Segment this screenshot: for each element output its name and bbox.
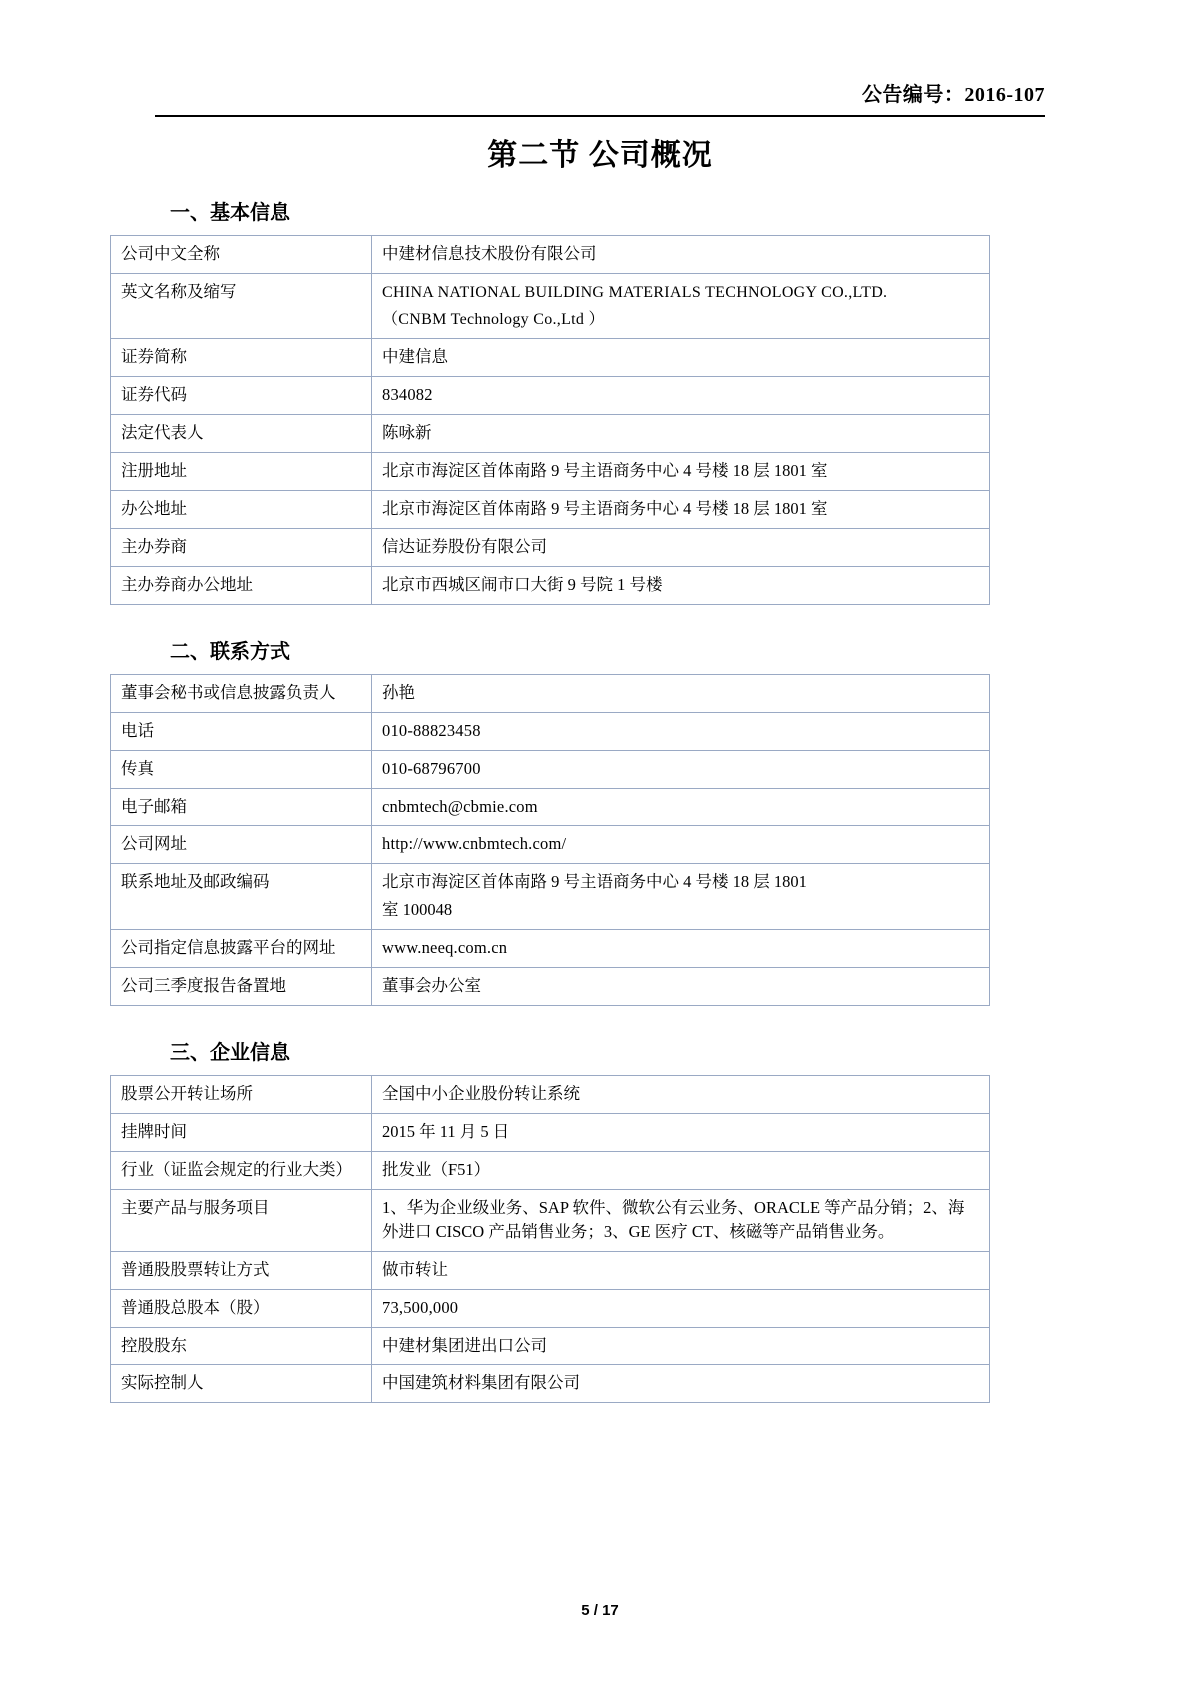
table-row (111, 712, 990, 750)
row-label: 主办券商办公地址 (111, 566, 372, 604)
table-row (111, 490, 990, 528)
row-label: 主办券商 (111, 528, 372, 566)
row-value-line1: CHINA NATIONAL BUILDING MATERIALS TECHNOLOGY CO.,LTD. (382, 283, 888, 301)
row-value: 中建材集团进出口公司 (372, 1327, 990, 1365)
row-value-line2: （CNBM Technology Co.,Ltd ） (382, 311, 605, 329)
row-value: 2015 年 11 月 5 日 (372, 1113, 990, 1151)
row-value-line1: 北京市海淀区首体南路 9 号主语商务中心 4 号楼 18 层 1801 (382, 872, 807, 892)
table-row (111, 1189, 990, 1251)
table-row (111, 864, 990, 930)
table-row (111, 1289, 990, 1327)
row-value: 中国建筑材料集团有限公司 (372, 1365, 990, 1403)
row-value: 1、华为企业级业务、SAP 软件、微软公有云业务、ORACLE 等产品分销；2、海外进口 CISCO 产品销售业务；3、GE 医疗 CT、核磁等产品销售业务。 (372, 1189, 990, 1251)
table-row (111, 236, 990, 274)
row-label: 联系地址及邮政编码 (111, 864, 372, 930)
table-row (111, 1327, 990, 1365)
table-row (111, 1151, 990, 1189)
row-label: 行业（证监会规定的行业大类） (111, 1151, 372, 1189)
table-row (111, 930, 990, 968)
table-row (111, 1365, 990, 1403)
table-row (111, 1251, 990, 1289)
row-value: 做市转让 (372, 1251, 990, 1289)
section-heading-enterprise-info: 三、企业信息 (170, 1042, 290, 1065)
row-label: 公司指定信息披露平台的网址 (111, 930, 372, 968)
table-row (111, 566, 990, 604)
table-row (111, 674, 990, 712)
row-label: 注册地址 (111, 453, 372, 491)
row-value: 北京市西城区闹市口大街 9 号院 1 号楼 (372, 566, 990, 604)
row-value: 73,500,000 (372, 1289, 990, 1327)
table-row (111, 528, 990, 566)
table-row (111, 415, 990, 453)
row-label: 公司三季度报告备置地 (111, 968, 372, 1006)
section-gap (110, 1006, 990, 1036)
table-row (111, 453, 990, 491)
row-label: 英文名称及缩写 (111, 273, 372, 338)
row-label: 公司网址 (111, 826, 372, 864)
row-value (372, 273, 990, 338)
row-label: 控股股东 (111, 1327, 372, 1365)
row-label: 电话 (111, 712, 372, 750)
row-label: 法定代表人 (111, 415, 372, 453)
page-title: 第二节 公司概况 (487, 139, 713, 172)
section-heading-contact: 二、联系方式 (170, 640, 290, 663)
row-value: 010-68796700 (372, 750, 990, 788)
row-label: 证券简称 (111, 339, 372, 377)
document-content (110, 196, 990, 1403)
row-label: 公司中文全称 (111, 236, 372, 274)
announcement-number: 公告编号：2016-107 (861, 84, 1045, 106)
row-value: 010-88823458 (372, 712, 990, 750)
row-value: 北京市海淀区首体南路 9 号主语商务中心 4 号楼 18 层 1801 室 (372, 453, 990, 491)
row-value: 中建信息 (372, 339, 990, 377)
table-row (111, 377, 990, 415)
section-gap (110, 605, 990, 635)
row-label: 董事会秘书或信息披露负责人 (111, 674, 372, 712)
page-footer: 5 / 17 (581, 1602, 619, 1619)
row-label: 挂牌时间 (111, 1113, 372, 1151)
table-contact (110, 674, 990, 1006)
row-value: 陈咏新 (372, 415, 990, 453)
table-row (111, 1076, 990, 1114)
row-label: 传真 (111, 750, 372, 788)
row-value: http://www.cnbmtech.com/ (372, 826, 990, 864)
row-label: 普通股股票转让方式 (111, 1251, 372, 1289)
table-enterprise-info (110, 1075, 990, 1403)
section-heading-basic-info: 一、基本信息 (170, 202, 290, 224)
table-row (111, 826, 990, 864)
row-label: 主要产品与服务项目 (111, 1189, 372, 1251)
row-value-line2: 室 100048 (382, 900, 453, 920)
table-row (111, 788, 990, 826)
row-value: 孙艳 (372, 674, 990, 712)
row-value (372, 864, 990, 930)
table-row (111, 1113, 990, 1151)
row-label: 证券代码 (111, 377, 372, 415)
row-label: 办公地址 (111, 490, 372, 528)
row-label: 股票公开转让场所 (111, 1076, 372, 1114)
row-value: 全国中小企业股份转让系统 (372, 1076, 990, 1114)
row-value: 信达证券股份有限公司 (372, 528, 990, 566)
row-value: 批发业（F51） (372, 1151, 990, 1189)
row-label: 普通股总股本（股） (111, 1289, 372, 1327)
table-row (111, 339, 990, 377)
row-value: 董事会办公室 (372, 968, 990, 1006)
header-divider (155, 115, 1045, 117)
row-value: cnbmtech@cbmie.com (372, 788, 990, 826)
table-row (111, 968, 990, 1006)
row-value: 北京市海淀区首体南路 9 号主语商务中心 4 号楼 18 层 1801 室 (372, 490, 990, 528)
row-value: 834082 (372, 377, 990, 415)
table-row (111, 273, 990, 338)
row-label: 实际控制人 (111, 1365, 372, 1403)
table-row (111, 750, 990, 788)
row-value: 中建材信息技术股份有限公司 (372, 236, 990, 274)
page-header (155, 78, 1045, 117)
row-value: www.neeq.com.cn (372, 930, 990, 968)
table-basic-info (110, 235, 990, 605)
row-label: 电子邮箱 (111, 788, 372, 826)
